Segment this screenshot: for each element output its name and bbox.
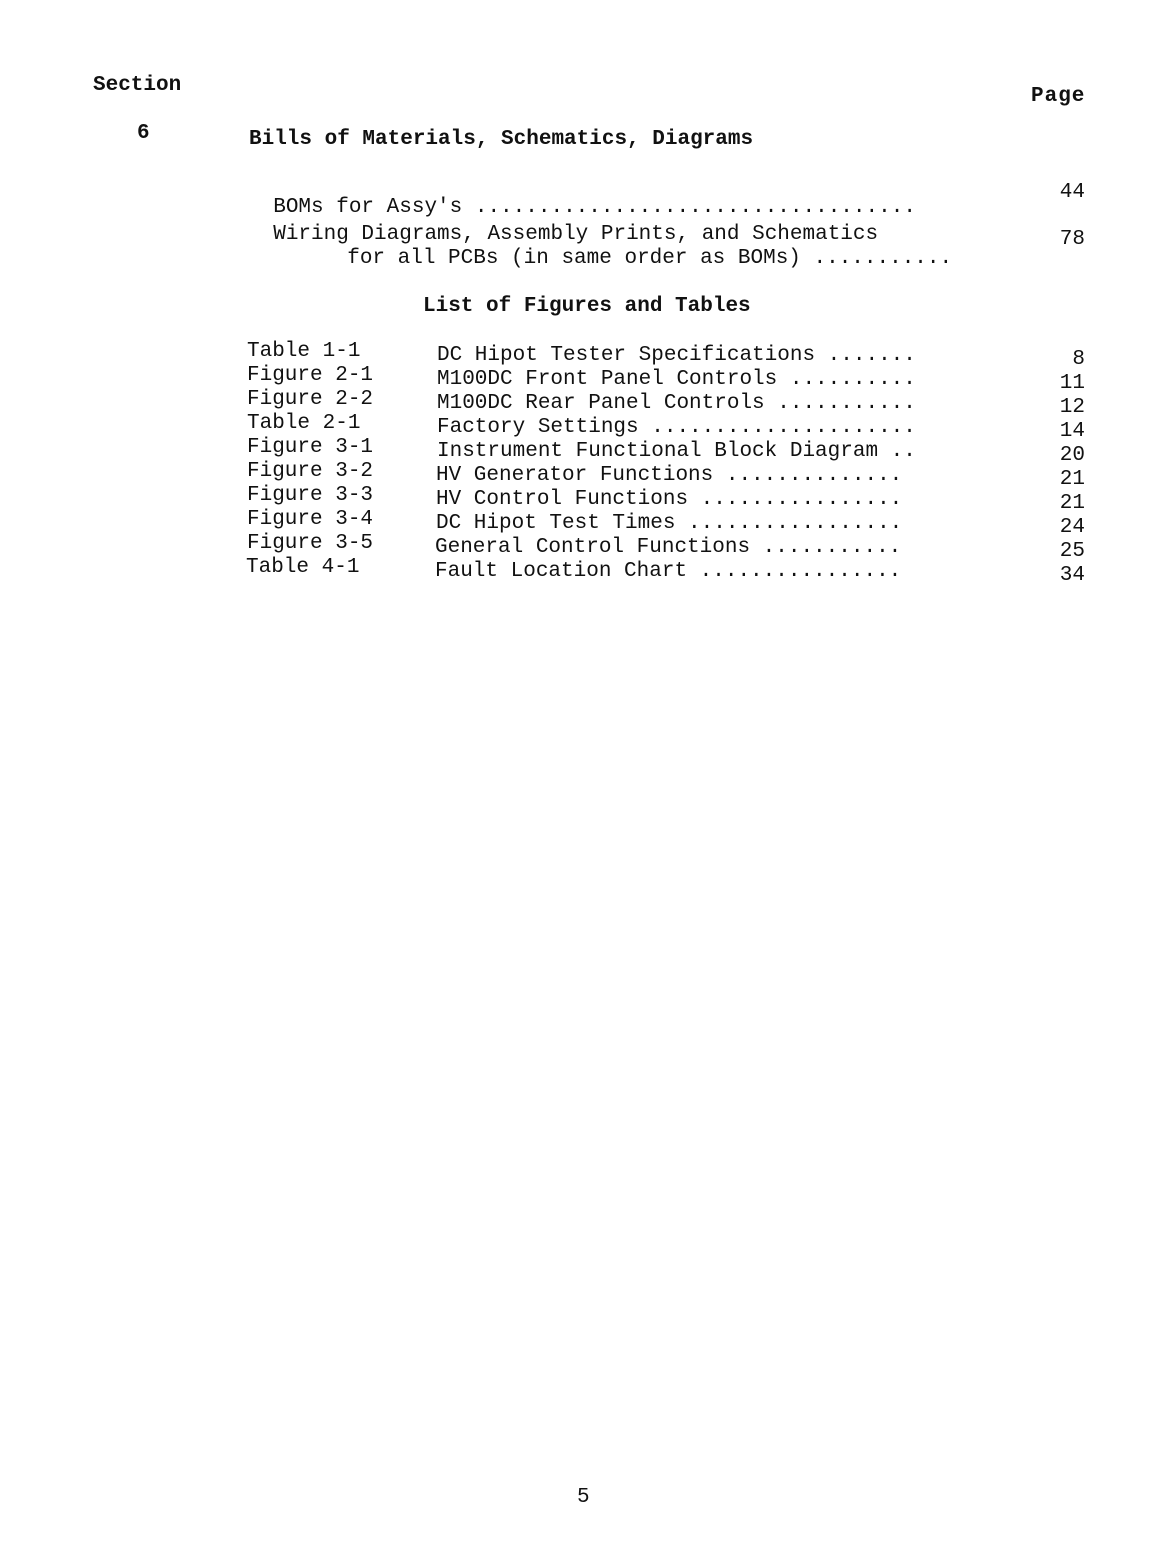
figure-page: 25 xyxy=(1059,540,1085,563)
figure-id: Table 2-1 xyxy=(247,412,361,435)
figure-title: General Control Functions ........... xyxy=(435,536,902,559)
toc-entry-text: Wiring Diagrams, Assembly Prints, and Schematics xyxy=(273,223,879,246)
figure-title: Instrument Functional Block Diagram .. xyxy=(437,440,916,463)
figure-page: 14 xyxy=(1059,420,1085,443)
figure-id: Table 4-1 xyxy=(246,556,360,579)
list-of-figures-heading: List of Figures and Tables xyxy=(423,295,751,318)
figure-title: Factory Settings ..................... xyxy=(437,416,916,439)
figure-title: M100DC Rear Panel Controls ........... xyxy=(437,392,916,415)
toc-entry-page: 78 xyxy=(1059,228,1085,251)
figure-title: HV Generator Functions .............. xyxy=(436,464,903,487)
figure-id: Figure 3-2 xyxy=(247,460,374,483)
figure-title: HV Control Functions ................ xyxy=(436,488,903,511)
figure-title: DC Hipot Test Times ................. xyxy=(436,512,903,535)
toc-entry-page: 44 xyxy=(1059,181,1085,204)
figure-title: DC Hipot Tester Specifications ....... xyxy=(437,344,916,367)
figure-page: 8 xyxy=(1072,348,1085,371)
figure-page: 12 xyxy=(1059,396,1085,419)
figure-page: 21 xyxy=(1059,492,1085,515)
figure-id: Figure 2-1 xyxy=(247,364,374,387)
page-column-label: Page xyxy=(1031,85,1086,108)
section-title: Bills of Materials, Schematics, Diagrams xyxy=(249,128,754,151)
figure-title: Fault Location Chart ................ xyxy=(435,560,902,583)
toc-entry-text: BOMs for Assy's ................................... xyxy=(273,196,916,219)
figure-id: Figure 3-4 xyxy=(247,508,374,531)
section-number: 6 xyxy=(137,122,150,145)
figure-id: Figure 2-2 xyxy=(247,388,374,411)
figure-id: Table 1-1 xyxy=(247,340,361,363)
figure-page: 11 xyxy=(1059,372,1085,395)
figure-id: Figure 3-5 xyxy=(247,532,374,555)
figure-page: 20 xyxy=(1059,444,1085,467)
toc-entry-wiring-continued xyxy=(322,224,952,270)
toc-entry-text-continued: for all PCBs (in same order as BOMs) ........... xyxy=(347,247,953,270)
figure-page: 34 xyxy=(1059,564,1085,587)
figure-page: 21 xyxy=(1059,468,1085,491)
section-column-label: Section xyxy=(93,74,182,97)
figure-id: Figure 3-1 xyxy=(247,436,374,459)
figure-id: Figure 3-3 xyxy=(247,484,374,507)
figure-title: M100DC Front Panel Controls .......... xyxy=(437,368,916,391)
figure-page: 24 xyxy=(1059,516,1085,539)
footer-page-number: 5 xyxy=(577,1486,590,1509)
